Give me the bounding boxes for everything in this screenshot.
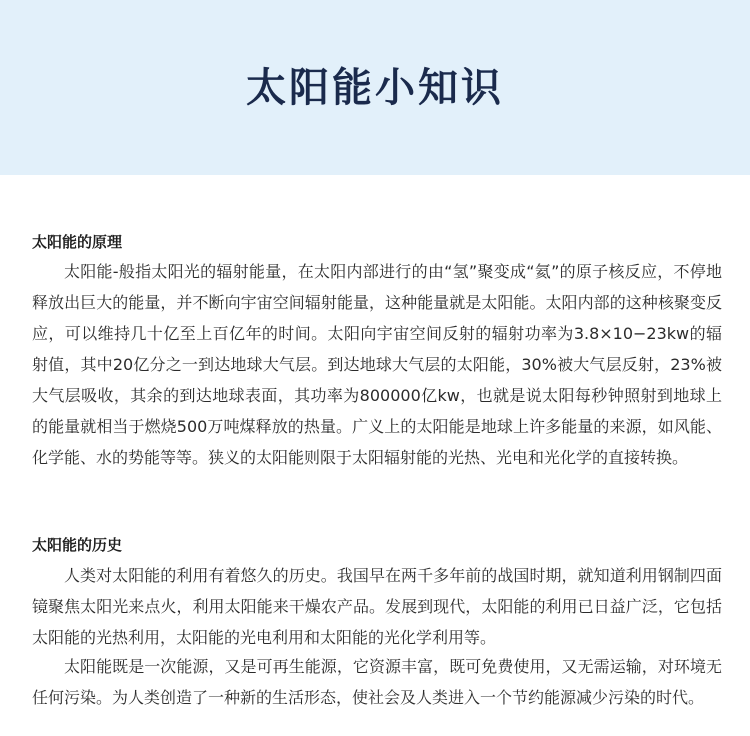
page-title: 太阳能小知识: [246, 65, 504, 111]
section-heading-history: 太阳能的历史: [32, 536, 123, 554]
paragraph-history-2: 太阳能既是一次能源，又是可再生能源，它资源丰富，既可免费使用，又无需运输，对环境无任何污染。为人类创造了一种新的生活形态，使社会及人类进入一个节约能源减少污染的时代。: [32, 657, 722, 707]
page-header: [0, 0, 750, 175]
paragraph-history-1: 人类对太阳能的利用有着悠久的历史。我国早在两千多年前的战国时期，就知道利用钢制四面镜聚焦太阳光来点火，利用太阳能来干燥农产品。发展到现代，太阳能的利用已日益广泛，它包括太阳能的光热利用，太阳能的光电利用和太阳能的光化学利用等。: [32, 566, 722, 647]
section-heading-principle: 太阳能的原理: [32, 233, 123, 251]
paragraph-principle: 太阳能-般指太阳光的辐射能量，在太阳内部进行的由“氢”聚变成“氦”的原子核反应，不停地释放出巨大的能量，并不断向宇宙空间辐射能量，这种能量就是太阳能。太阳内部的这种核聚变反应，可以维持几十亿至上百亿年的时间。太阳向宇宙空间反射的辐射功率为3.8×10−23kw的辐射值，其中20亿分之一到达地球大气层。到达地球大气层的太阳能，30%被大气层反射，23%被大气层吸收，其余的到达地球表面，其功率为800000亿kw，也就是说太阳每秒钟照射到地球上的能量就相当于燃烧500万吨煤释放的热量。广义上的太阳能是地球上许多能量的来源，如风能、化学能、水的势能等等。狭义的太阳能则限于太阳辐射能的光热、光电和光化学的直接转换。: [32, 262, 722, 467]
